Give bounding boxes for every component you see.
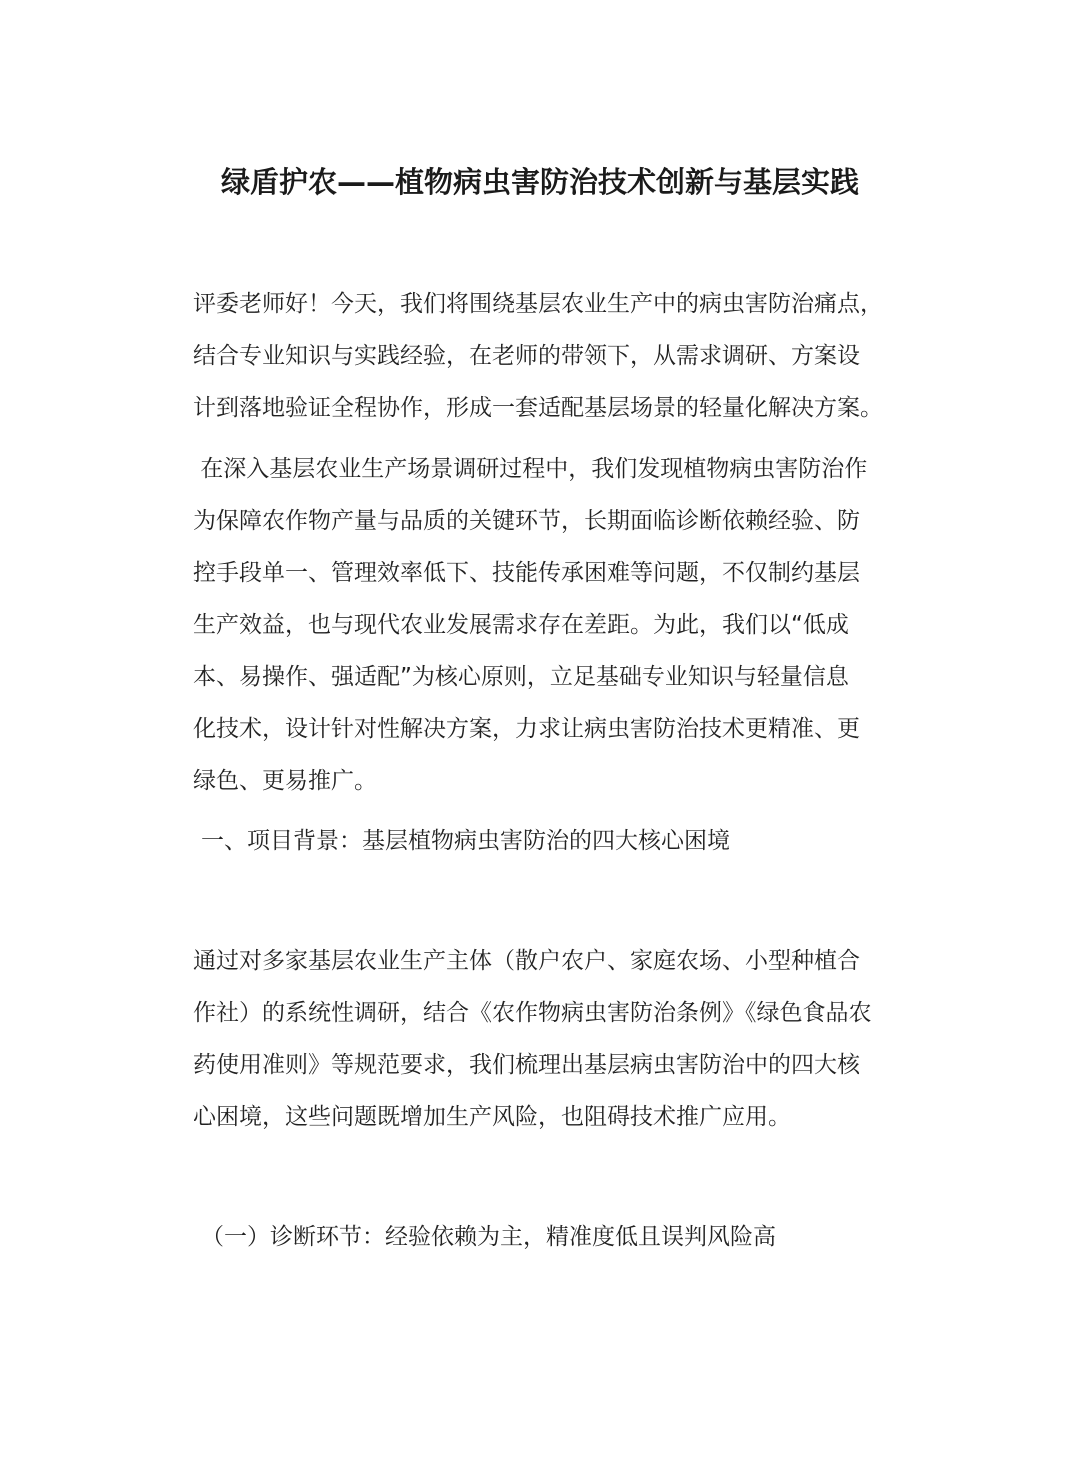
paragraph-line: 本、易操作、强适配”为核心原则，立足基础专业知识与轻量信息 [193, 664, 849, 690]
paragraph-line: 结合专业知识与实践经验，在老师的带领下，从需求调研、方案设 [193, 343, 860, 369]
paragraph-research [193, 443, 883, 807]
paragraph-line: 作社）的系统性调研，结合《农作物病虫害防治条例》《绿色食品农 [193, 1000, 872, 1026]
paragraph-line: 化技术，设计针对性解决方案，力求让病虫害防治技术更精准、更 [193, 716, 860, 742]
paragraph-line: 评委老师好！今天，我们将围绕基层农业生产中的病虫害防治痛点， [193, 291, 883, 317]
paragraph-line: 药使用准则》等规范要求，我们梳理出基层病虫害防治中的四大核 [193, 1052, 860, 1078]
paragraph-intro [193, 278, 883, 434]
paragraph-line: 心困境，这些问题既增加生产风险，也阻碍技术推广应用。 [193, 1104, 791, 1130]
paragraph-background [193, 935, 883, 1143]
paragraph-line: 在深入基层农业生产场景调研过程中，我们发现植物病虫害防治作 [193, 456, 868, 482]
paragraph-line: 为保障农作物产量与品质的关键环节，长期面临诊断依赖经验、防 [193, 508, 860, 534]
paragraph-line: 生产效益，也与现代农业发展需求存在差距。为此，我们以“低成 [193, 612, 849, 638]
paragraph-line: 绿色、更易推广。 [193, 768, 377, 794]
paragraph-line: 计到落地验证全程协作，形成一套适配基层场景的轻量化解决方案。 [193, 395, 883, 421]
document-title: 绿盾护农——植物病虫害防治技术创新与基层实践 [220, 165, 859, 199]
section-heading: 一、项目背景：基层植物病虫害防治的四大核心困境 [201, 828, 730, 854]
subsection-heading: （一）诊断环节：经验依赖为主，精准度低且误判风险高 [201, 1224, 776, 1250]
paragraph-line: 控手段单一、管理效率低下、技能传承困难等问题，不仅制约基层 [193, 560, 860, 586]
paragraph-line: 通过对多家基层农业生产主体（散户农户、家庭农场、小型种植合 [193, 948, 860, 974]
